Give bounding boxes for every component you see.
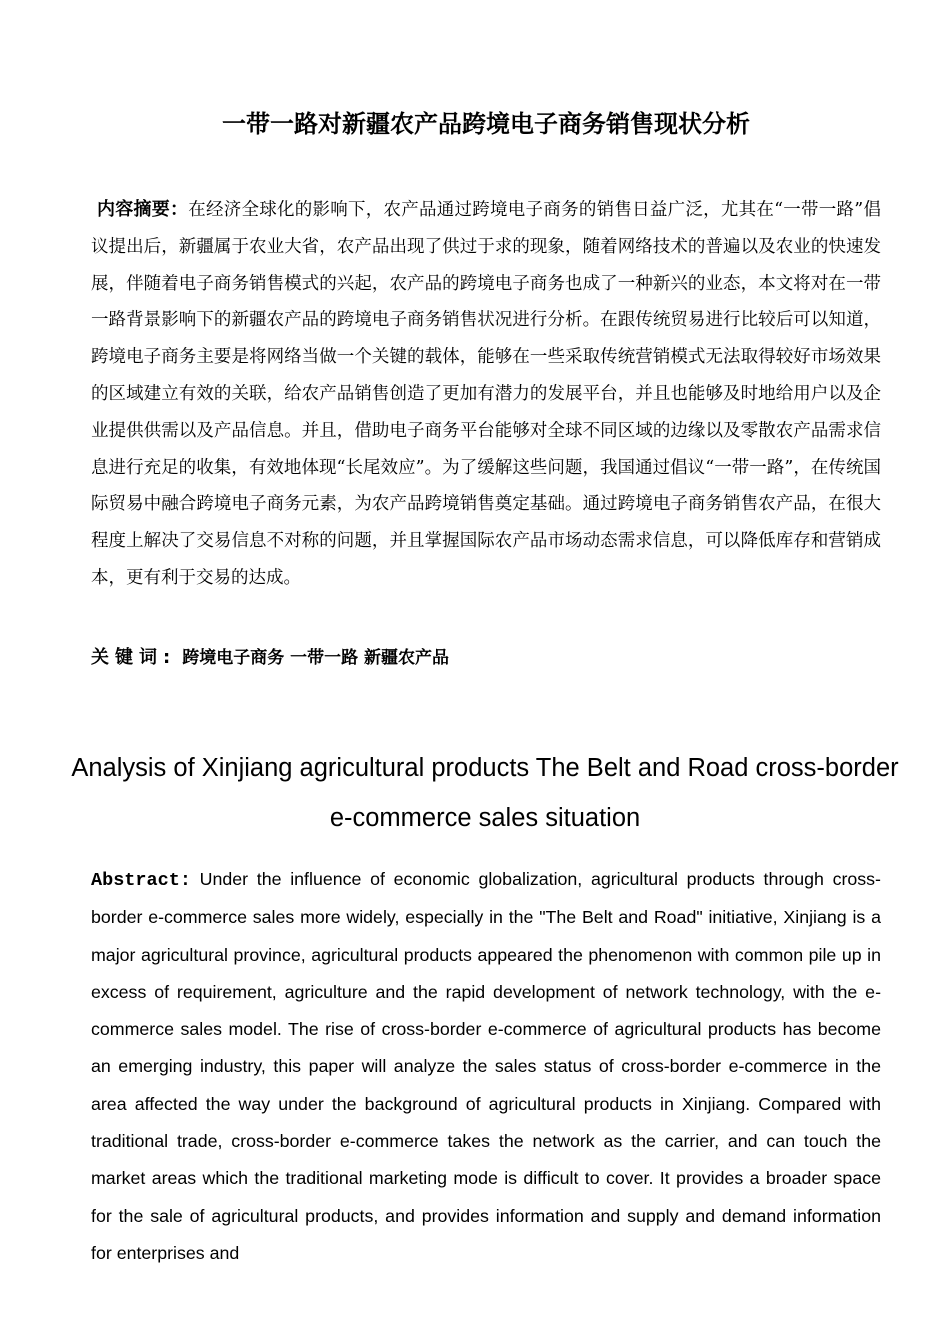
english-abstract-label: Abstract: (91, 870, 191, 891)
english-abstract-text: Under the influence of economic globalization, agricultural products through cross-border e-commerce sales more widely, especially in the "The Belt and Road" initiative, Xinjiang is a major agricultural province, agricultural products appeared the phenomenon with common pile up in excess of requirement, agriculture and the rapid development of network technology, with the e-commerce sales model. The rise of cross-border e-commerce of agricultural products has become an emerging industry, this paper will analyze the sales status of cross-border e-commerce in the area affected the way under the background of agricultural products in Xinjiang. Compared with traditional trade, cross-border e-commerce takes the network as the carrier, and can touch the market areas which the traditional marketing mode is difficult to cover. It provides a broader space for the sale of agricultural products, and provides information and supply and demand information for enterprises and (91, 869, 881, 1263)
chinese-keywords-label: 关键词: (91, 647, 177, 668)
chinese-title: 一带一路对新疆农产品跨境电子商务销售现状分析 (222, 110, 750, 138)
english-abstract (91, 861, 881, 1272)
chinese-abstract-label: 内容摘要： (97, 199, 189, 220)
chinese-keywords (91, 640, 881, 676)
chinese-abstract (91, 192, 881, 597)
chinese-abstract-text: 在经济全球化的影响下，农产品通过跨境电子商务的销售日益广泛，尤其在“一带一路”倡议提出后，新疆属于农业大省，农产品出现了供过于求的现象，随着网络技术的普遍以及农业的快速发展，伴随着电子商务销售模式的兴起，农产品的跨境电子商务也成了一种新兴的业态，本文将对在一带一路背景影响下的新疆农产品的跨境电子商务销售状况进行分析。在跟传统贸易进行比较后可以知道，跨境电子商务主要是将网络当做一个关键的载体，能够在一些采取传统营销模式无法取得较好市场效果的区域建立有效的关联，给农产品销售创造了更加有潜力的发展平台，并且也能够及时地给用户以及企业提供供需以及产品信息。并且，借助电子商务平台能够对全球不同区域的边缘以及零散农产品需求信息进行充足的收集，有效地体现“长尾效应”。为了缓解这些问题，我国通过倡议“一带一路”，在传统国际贸易中融合跨境电子商务元素，为农产品跨境销售奠定基础。通过跨境电子商务销售农产品，在很大程度上解决了交易信息不对称的问题，并且掌握国际农产品市场动态需求信息，可以降低库存和营销成本，更有利于交易的达成。 (91, 200, 882, 588)
chinese-keywords-text: 跨境电子商务 一带一路 新疆农产品 (182, 648, 450, 668)
english-title: Analysis of Xinjiang agricultural products The Belt and Road cross-border e-commerce sales situation (71, 754, 899, 832)
